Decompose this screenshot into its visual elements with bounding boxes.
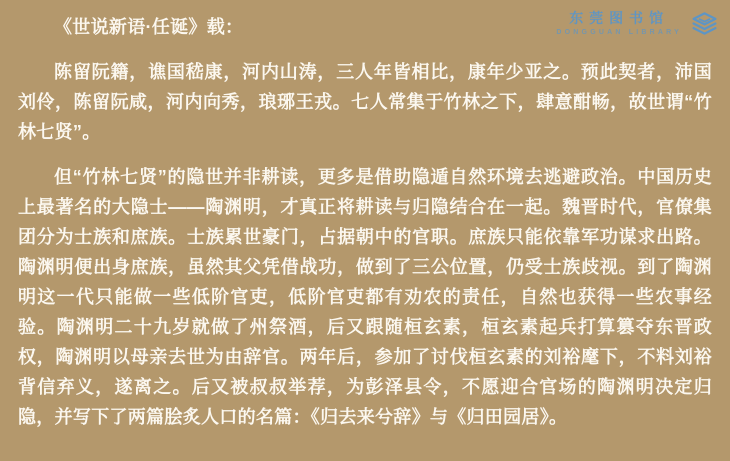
- article-body: [18, 12, 712, 432]
- library-name-cn: 东莞图书馆: [569, 10, 670, 26]
- paragraph-seven-sages-quote: 陈留阮籍，谯国嵇康，河内山涛，三人年皆相比，康年少亚之。预此契者，沛国刘伶，陈留阮咸，河内向秀，琅琊王戎。七人常集于竹林之下，肆意酣畅，故世谓“竹林七贤”。: [18, 62, 712, 142]
- library-name-en: DONGGUAN LIBRARY: [556, 29, 682, 36]
- paragraph-source-citation: 《世说新语·任诞》载：: [54, 17, 244, 37]
- paragraph-tao-yuanming: 但“竹林七贤”的隐世并非耕读，更多是借助隐遁自然环境去逃避政治。中国历史上最著名的大隐士——陶渊明，才真正将耕读与归隐结合在一起。魏晋时代，官僚集团分为士族和庶族。士族累世豪门，占据朝中的官职。庶族只能依靠军功谋求出路。陶渊明便出身庶族，虽然其父凭借战功，做到了三公位置，仍受士族歧视。到了陶渊明这一代只能做一些低阶官吏，低阶官吏都有劝农的责任，自然也获得一些农事经验。陶渊明二十九岁就做了州祭酒，后又跟随桓玄素，桓玄素起兵打算篡夺东晋政权，陶渊明以母亲去世为由辞官。两年后，参加了讨伐桓玄素的刘裕麾下，不料刘裕背信弃义，遂离之。后又被叔叔举荐，为彭泽县令，不愿迎合官场的陶渊明决定归隐，并写下了两篇脍炙人口的名篇：《归去来兮辞》与《归田园居》。: [18, 167, 712, 427]
